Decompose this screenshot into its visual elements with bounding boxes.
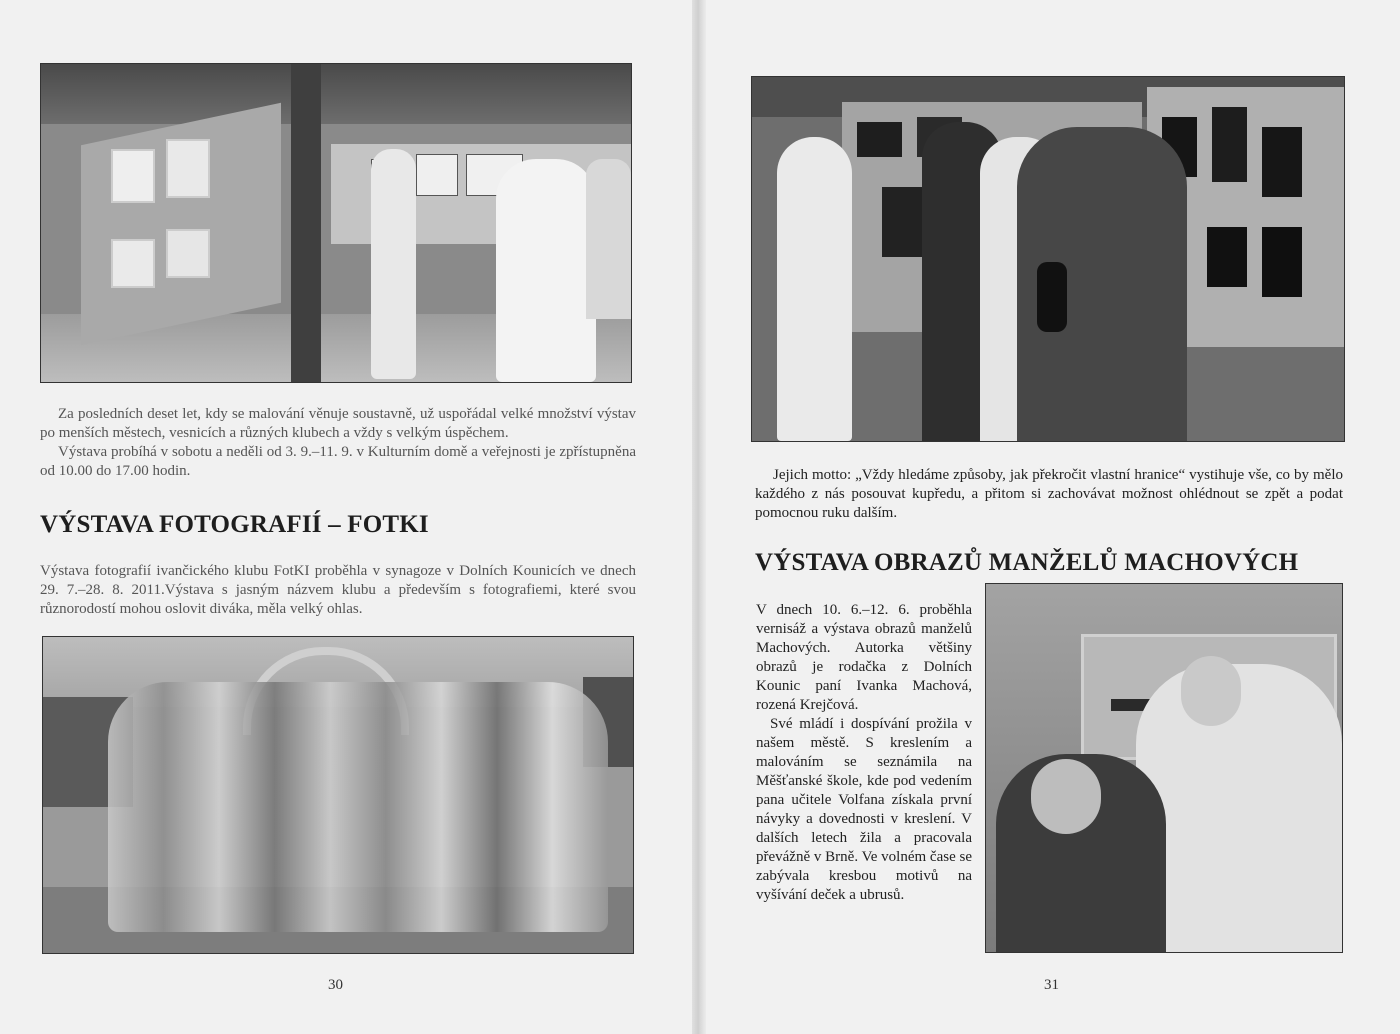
right-page bbox=[706, 0, 1400, 1034]
right-paragraph-3: Své mládí i dospívání prožila v našem městě. S kreslením a malováním se seznámila na Měšťanské škole, kde pod vedením pana učitele Volfana získala první návyky a dovednosti v kreslení. V dalších letech žila a pracovala převážně v Brně. Ve volném čase se zabývala kresbou motivů na vyšívání deček a ubrusů. bbox=[756, 716, 972, 903]
photo-fotki-group bbox=[42, 636, 634, 954]
photo-gallery-exhibition bbox=[40, 63, 632, 383]
photo-machovi-couple bbox=[985, 583, 1343, 953]
left-paragraph-2: Výstava probíhá v sobotu a neděli od 3. 9.–11. 9. v Kulturním domě a veřejnosti je zpřístupněna od 10.00 do 17.00 hodin. bbox=[40, 444, 636, 479]
right-section-heading: VÝSTAVA OBRAZŮ MANŽELŮ MACHOVÝCH bbox=[755, 549, 1299, 576]
left-intro-text bbox=[40, 405, 636, 481]
left-paragraph-3: Výstava fotografií ivančického klubu FotKI proběhla v synagoze v Dolních Kounicích ve dnech 29. 7.–28. 8. 2011.Výstava s jasným názvem klubu a především s fotografiemi, které svou různorodostí mohou oslovit diváka, měla velký ohlas. bbox=[40, 563, 636, 617]
left-page-number: 30 bbox=[328, 977, 343, 993]
left-section-text bbox=[40, 562, 636, 619]
photo-visitors-exhibition bbox=[751, 76, 1345, 442]
right-intro-text bbox=[755, 466, 1343, 523]
right-page-number: 31 bbox=[1044, 977, 1059, 993]
left-section-heading: VÝSTAVA FOTOGRAFIÍ – FOTKI bbox=[40, 511, 429, 538]
left-page bbox=[0, 0, 692, 1034]
right-paragraph-2: V dnech 10. 6.–12. 6. proběhla vernisáž a výstava obrazů manželů Machových. Autorka většiny obrazů je rodačka z Dolních Kounic paní Ivanka Machová, rozená Krejčová. bbox=[756, 602, 972, 713]
left-paragraph-1: Za posledních deset let, kdy se malování věnuje soustavně, už uspořádal velké množství výstav po menších městech, vesnicích a různých klubech a vždy s velkým úspěchem. bbox=[40, 406, 636, 441]
right-section-text bbox=[756, 601, 972, 905]
book-gutter bbox=[692, 0, 706, 1034]
right-paragraph-1: Jejich motto: „Vždy hledáme způsoby, jak překročit vlastní hranice“ vystihuje vše, co by mělo každého z nás posouvat kupředu, a přitom si zachovávat možnost ohlédnout se zpět a podat pomocnou ruku dalším. bbox=[755, 467, 1343, 521]
